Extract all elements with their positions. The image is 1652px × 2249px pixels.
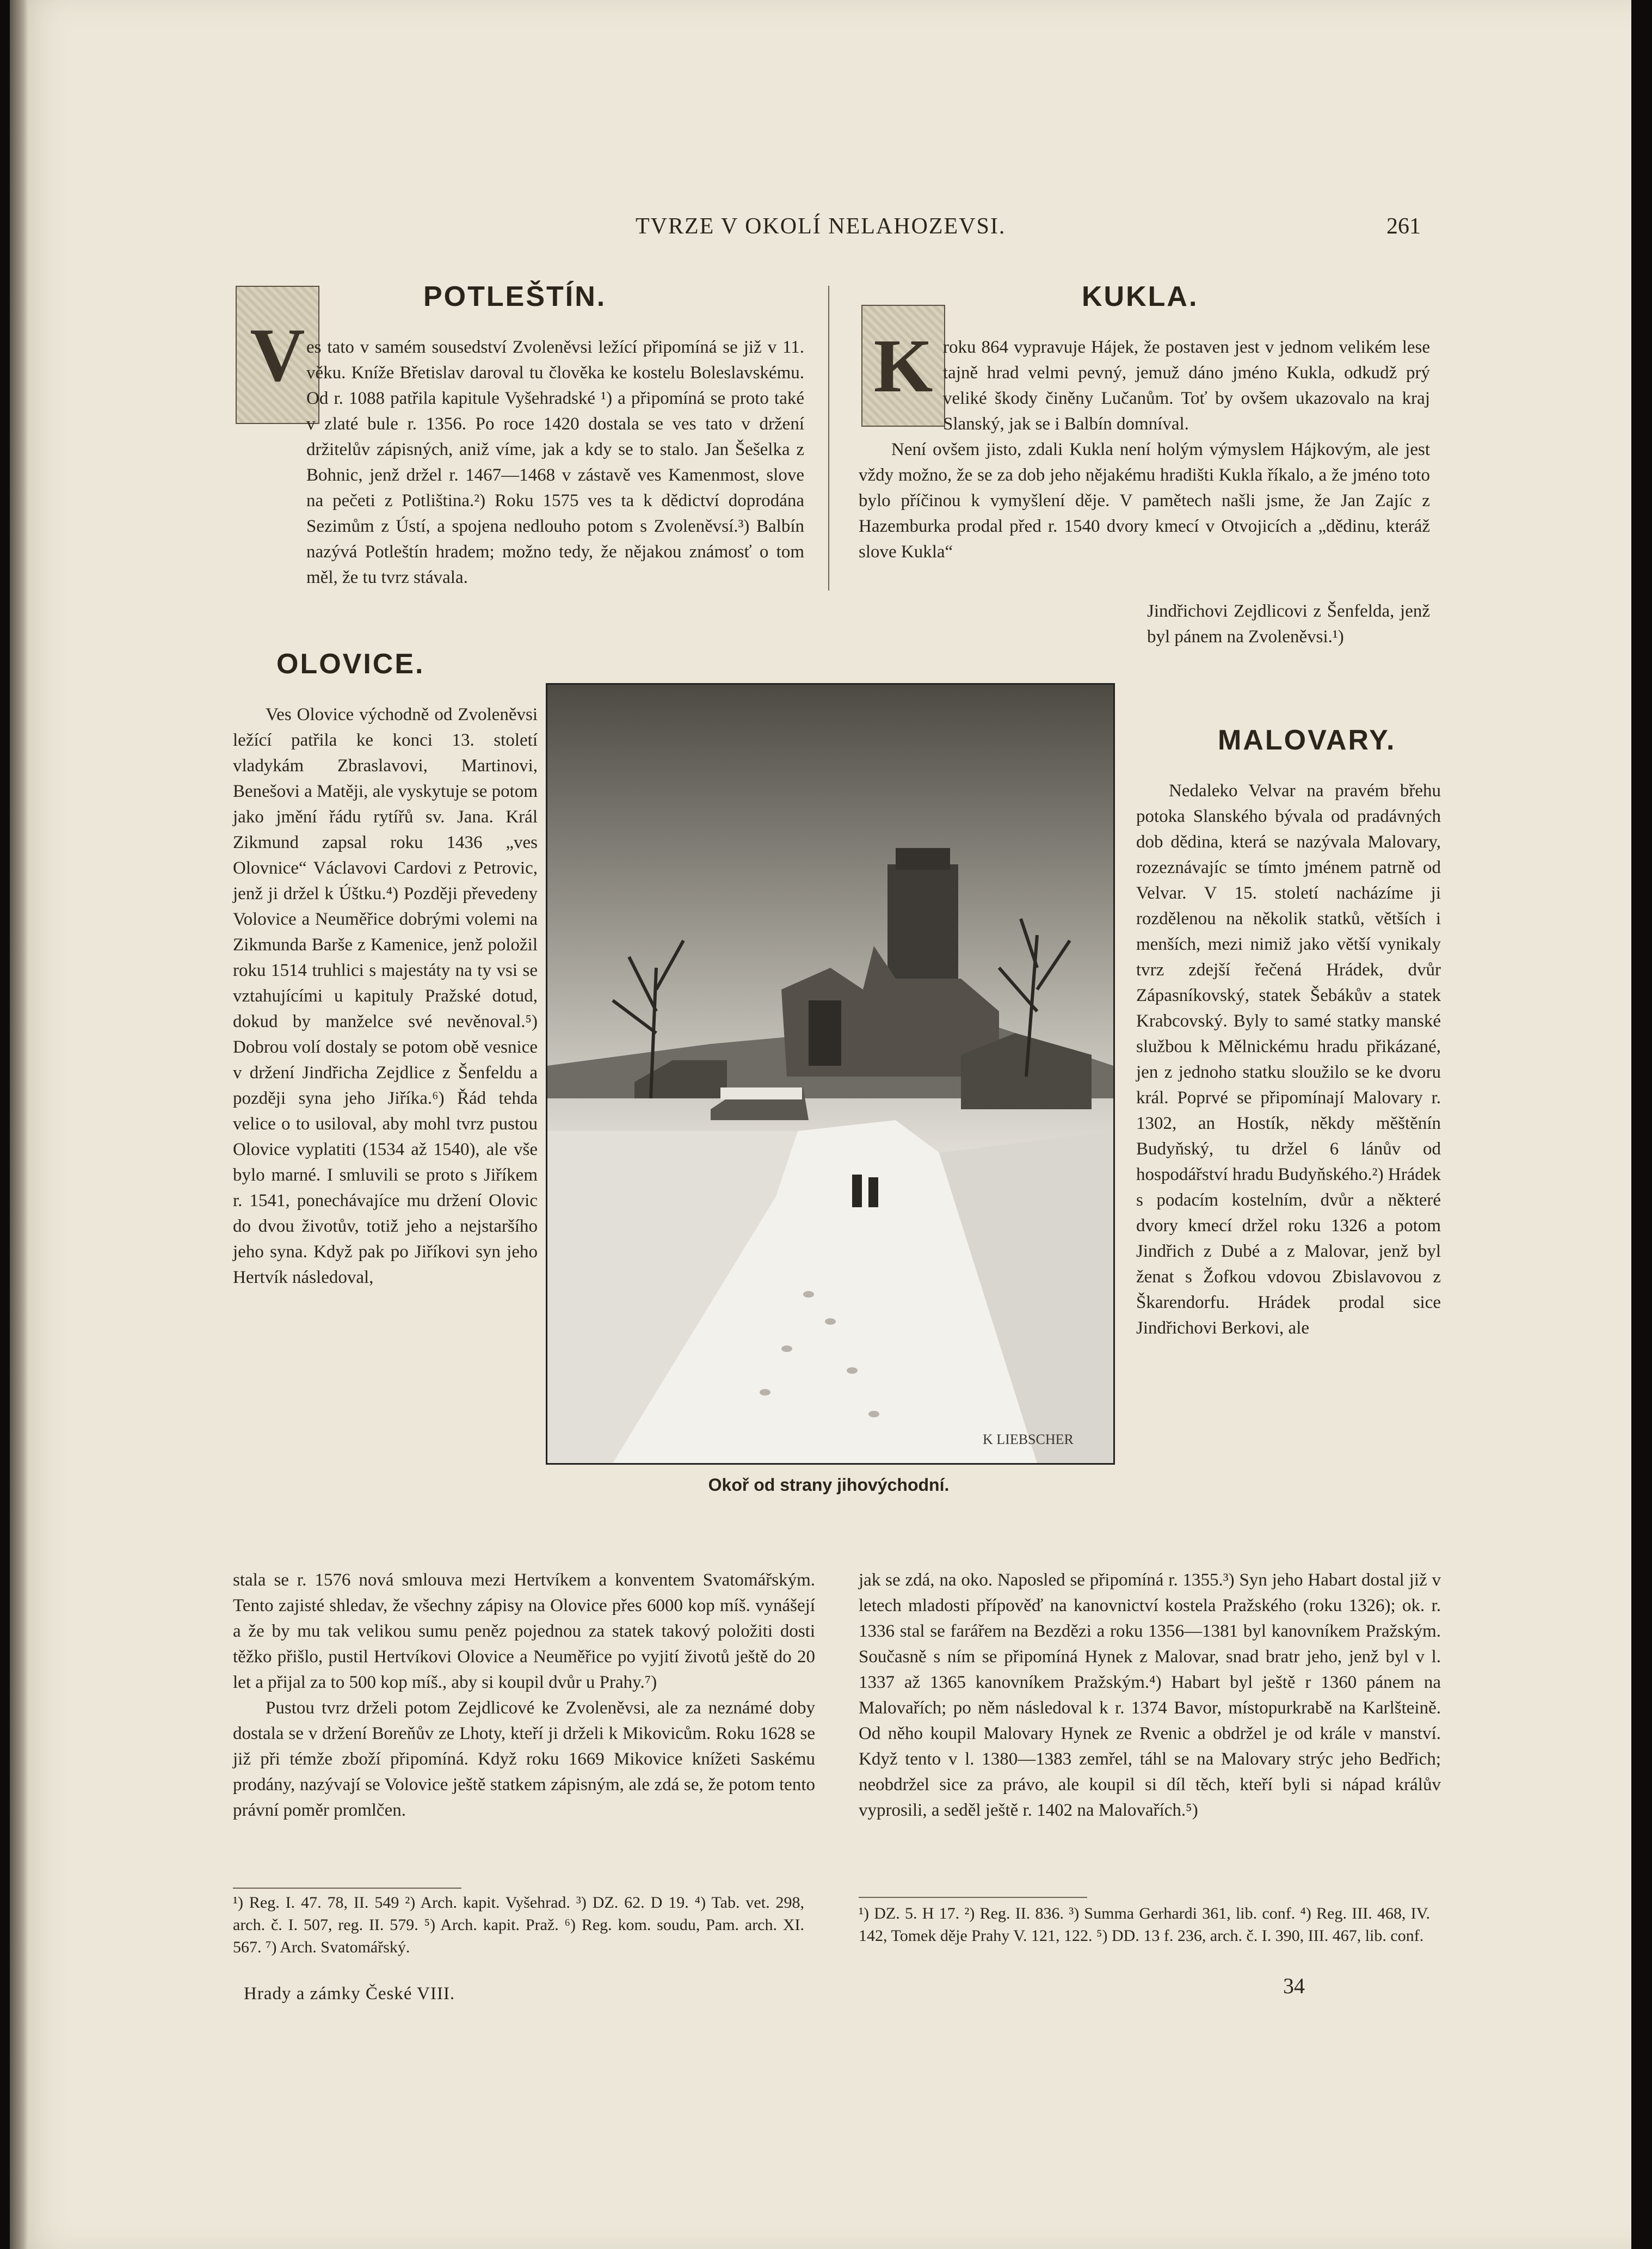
footnotes-right: ¹) DZ. 5. H 17. ²) Reg. II. 836. ³) Summa Gerhardi 361, lib. conf. ⁴) Reg. III. 468, IV. 142, Tomek děje Prahy V. 121, 122. ⁵) DD. 13 f. 236, arch. č. I. 390, III. 467, lib. conf. [859, 1904, 1430, 1945]
section-text-malovary [1136, 778, 1441, 1341]
section-text-kukla [859, 335, 1430, 565]
paragraph: Není ovšem jisto, zdali Kukla není holým výmyslem Hájkovým, ale jest vždy možno, že se za dob jeho nějakému hradišti Kukla říkalo, a že jméno toto bylo příčinou k vymyšlení děje. V pamětech našli jsme, že Jan Zajíc z Hazemburka prodal před r. 1540 dvory kmecí v Otvojicích a „dědinu, kteráž slove Kukla“ [859, 440, 1430, 562]
running-head: TVRZE V OKOLÍ NELAHOZEVSI. [636, 214, 1006, 239]
book-page [10, 0, 1631, 2249]
book-imprint: Hrady a zámky České VIII. [244, 1984, 455, 2004]
paragraph: Ves Olovice východně od Zvoleněvsi ležící patřila ke konci 13. století vladykám Zbraslavovi, Martinovi, Benešovi a Matěji, ale vyskytuje se potom jako jmění řádu rytířů sv. Jana. Král Zikmund zapsal roku 1436 „ves Olovnice“ Václavovi Cardovi z Petrovic, jenž ji držel k Úštku.⁴) Později převedeny Volovice a Neuměřice dobrými volemi na Zikmunda Barše z Kamenice, jenž položil roku 1514 truhlici s majestáty na ty vsi se vztahujícími u kapituly Pražské dotud, dokud by manželce své nevěnoval.⁵) Dobrou volí dostaly se potom obě vesnice v držení Jindřicha Zejdlice z Šenfeldu a později syna jeho Jiříka.⁶) Řád tehda velice o to usiloval, aby mohl tvrz pustou Olovice vyplatiti (1534 až 1540), ale vše bylo marné. I smluvili se proto s Jiříkem r. 1541, ponechávajíce mu držení Olovic do dvou životův, totiž jeho a nejstaršího jeho syna. Když pak po Jiříkovi syn jeho Hertvík následoval, [233, 705, 538, 1287]
section-title-olovice: OLOVICE. [276, 648, 425, 680]
section-text-kukla-cont [1147, 599, 1430, 650]
printer-signature: 34 [1283, 1974, 1305, 1998]
initial-letter-v: V [236, 286, 319, 424]
castle-engraving [547, 685, 1113, 1463]
paragraph: stala se r. 1576 nová smlouva mezi Hertvíkem a konventem Svatomářským. Tento zajisté shledav, že všechny zápisy na Olovice přes 6000 kop míš. vynášejí a že by mu tak velikou sumu peněz pojednou za statek takový položiti dosti těžko přišlo, pustil Hertvíkovi Olovice a Neuměřice po vyjití životů ještě do 20 let a přijal za to 500 kop míš., aby si koupil dvůr u Prahy.⁷) [233, 1570, 815, 1692]
section-text-malovary-cont [859, 1568, 1441, 1823]
section-text-potlestin [222, 335, 804, 591]
section-text-olovice-cont [233, 1568, 815, 1823]
paragraph: roku 864 vypravuje Hájek, že postaven jest v jednom velikém lese tajně hrad velmi pevný, jemuž dáno jméno Kukla, odkudž prý veliké škody činěny Lučanům. Toť by ovšem ukazovalo na kraj Slanský, jak se i Balbín domníval. [943, 337, 1430, 434]
paragraph: jak se zdá, na oko. Naposled se připomíná r. 1355.³) Syn jeho Habart dostal již v letech mladosti přípověď na kanovnictví kostela Pražského (roku 1326); ok. r. 1336 stal se farářem na Bezdězi a roku 1356—1381 byl kanovníkem Pražským. Současně s ním se připomíná Hynek z Malovar, snad bratr jeho, jenž byl v l. 1337 až 1365 kanovníkem Pražským.⁴) Habart byl ještě r 1360 pánem na Malovařích; po něm následoval k r. 1374 Bavor, místopurkrabě na Karlšteině. Od něho koupil Malovary Hynek ze Rvenic a obdržel je od krále v manství. Když tento v l. 1380—1383 zemřel, táhl se na Malovary strýc jeho Bedřich; neobdržel sice za právo, ale koupil si díl těch, kteří byli si nápad králův vyprosili, a seděl ještě r. 1402 na Malovařích.⁵) [859, 1570, 1441, 1820]
footnotes-left: ¹) Reg. I. 47. 78, II. 549 ²) Arch. kapit. Vyšehrad. ³) DZ. 62. D 19. ⁴) Tab. vet. 298, arch. č. I. 507, reg. II. 579. ⁵) Arch. kapit. Praž. ⁶) Reg. kom. soudu, Pam. arch. XI. 567. ⁷) Arch. Svatomářský. [233, 1894, 804, 1956]
footnote-rule [859, 1897, 1087, 1898]
artist-signature: K LIEBSCHER [983, 1431, 1074, 1447]
section-title-potlestin: POTLEŠTÍN. [423, 281, 607, 312]
section-title-malovary: MALOVARY. [1218, 724, 1396, 756]
paragraph: es tato v samém sousedství Zvoleněvsi ležící připomíná se již v 11. věku. Kníže Břetislav daroval tu člověka ke kostelu Boleslavskému. Od r. 1088 patřila kapitule Vyšehradské ¹) a připomíná se proto také v zlaté bule r. 1356. Po roce 1420 dostala se ves tato v držení držitelův zápisných, aniž víme, jak a kdy se to stalo. Jan Šešelka z Bohnic, jenž držel r. 1467—1468 v zástavě ves Kamenmost, slove na pečeti z Potliština.²) Roku 1575 ves ta k dědictví doprodána Sezimům z Ústí, a spojena nedlouho potom s Zvoleněvsí.³) Balbín nazývá Potleštín hradem; možno tedy, že nějakou známosť o tom měl, že tu tvrz stávala. [306, 337, 804, 587]
page-number: 261 [1386, 214, 1421, 239]
column-rule [828, 286, 829, 591]
section-title-kukla: KUKLA. [1082, 281, 1199, 312]
initial-letter-k: K [861, 305, 945, 427]
illustration-okor-castle [546, 683, 1115, 1465]
paragraph: Nedaleko Velvar na pravém břehu potoka Slanského bývala od pradávných dob dědina, která se nazývala Malovary, rozeznávajíc se tímto jménem patrně od Velvar. V 15. století nacházíme ji rozdělenou na několik statků, větších i menších, mezi nimiž jako větší vynikaly tvrz zdejší řečená Hrádek, dvůr Zápasníkovský, statek Šebákův a statek Krabcovský. Byly to samé statky manské službou k Mělnickému hradu přikázané, jen z jednoho statku sloužilo se ke dvoru král. Poprvé se připomínají Malovary r. 1302, an Hostík, někdy měštěnín Budyňský, tu držel 6 lánův od hospodářství hradu Budyňského.²) Hrádek s podacím kostelním, dvůr a některé dvory kmecí držel roku 1326 a potom Jindřich z Dubé a z Malovar, jenž byl ženat s Žofkou vdovou Zbislavovou z Škarendorfu. Hrádek prodal sice Jindřichovi Berkovi, ale [1136, 781, 1441, 1338]
section-text-olovice [233, 702, 538, 1291]
page-gutter [10, 0, 28, 2249]
footnote-rule [233, 1888, 461, 1889]
paragraph: Jindřichovi Zejdlicovi z Šenfelda, jenž byl pánem na Zvoleněvsi.¹) [1147, 601, 1430, 647]
paragraph: Pustou tvrz drželi potom Zejdlicové ke Zvoleněvsi, ale za neznámé doby dostala se v držení Boreňův ze Lhoty, kteří ji drželi k Mikovicům. Roku 1628 se již při témže zboží připomíná. Když roku 1669 Mikovice knížeti Saskému prodány, nazývají se Volovice ještě statkem zápisným, ale zdá se, že potom tento právní poměr promlčen. [233, 1698, 815, 1820]
figure-caption: Okoř od strany jihovýchodní. [708, 1475, 950, 1495]
